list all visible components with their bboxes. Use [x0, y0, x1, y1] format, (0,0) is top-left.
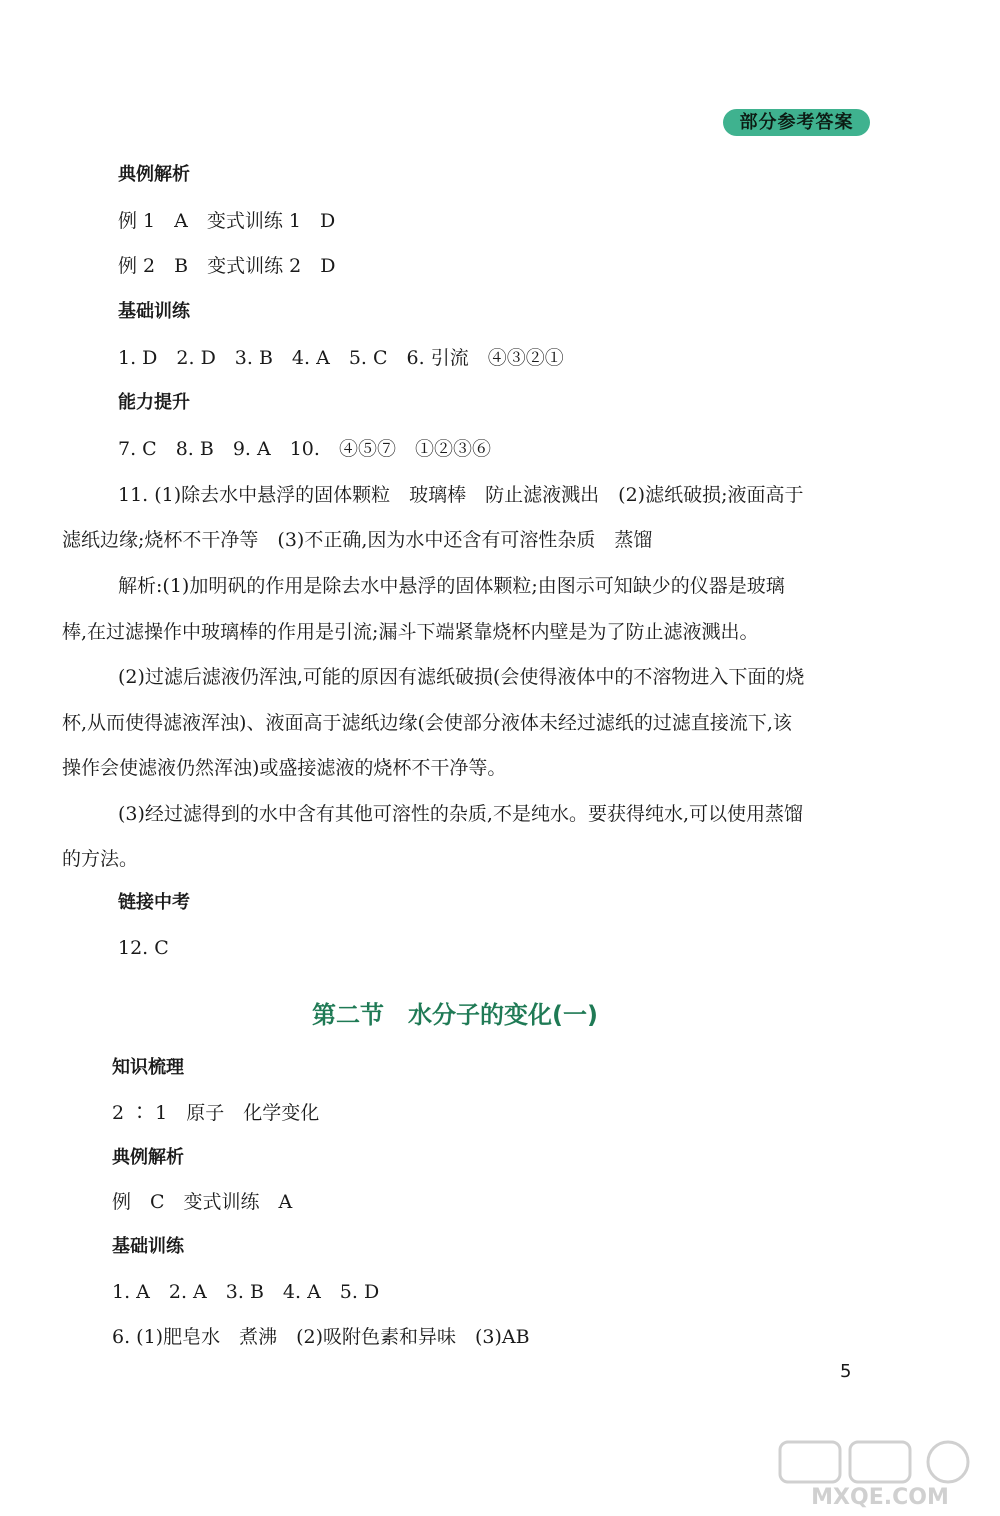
answer-line: 例 C 变式训练 A	[112, 1191, 293, 1213]
heading-lianjie-zhongkao: 链接中考	[118, 892, 190, 913]
answer-line: 2 ∶ 1 原子 化学变化	[112, 1102, 320, 1124]
answer-line: 6. (1)肥皂水 煮沸 (2)吸附色素和异味 (3)AB	[112, 1326, 530, 1348]
answer-line: 12. C	[118, 937, 169, 959]
answer-line: 1. D 2. D 3. B 4. A 5. C 6. 引流 ④③②①	[118, 347, 564, 369]
heading-dianli-jiexi: 典例解析	[118, 164, 190, 185]
answer-line: 例 1 A 变式训练 1 D	[118, 210, 336, 232]
explanation-line: 操作会使滤液仍然浑浊)或盛接滤液的烧杯不干净等。	[62, 757, 507, 779]
section-badge: 部分参考答案	[723, 109, 870, 136]
heading-dianli-jiexi-2: 典例解析	[112, 1147, 184, 1168]
heading-zhishi-shuli: 知识梳理	[112, 1057, 184, 1078]
watermark-logo	[770, 1440, 990, 1510]
page-number: 5	[840, 1361, 852, 1382]
heading-jichu-xunlian-2: 基础训练	[112, 1236, 184, 1257]
explanation-line: 棒,在过滤操作中玻璃棒的作用是引流;漏斗下端紧靠烧杯内壁是为了防止滤液溅出。	[62, 621, 759, 643]
heading-jichu-xunlian: 基础训练	[118, 301, 190, 322]
explanation-line: 解析:(1)加明矾的作用是除去水中悬浮的固体颗粒;由图示可知缺少的仪器是玻璃	[118, 575, 785, 597]
section-title: 第二节 水分子的变化(一)	[312, 1001, 598, 1029]
explanation-line: 的方法。	[62, 848, 139, 870]
answer-line: 例 2 B 变式训练 2 D	[118, 255, 336, 277]
watermark-text: MXQE.COM	[811, 1485, 949, 1510]
answer-line: 滤纸边缘;烧杯不干净等 (3)不正确,因为水中还含有可溶性杂质 蒸馏	[62, 529, 653, 551]
explanation-line: (3)经过滤得到的水中含有其他可溶性的杂质,不是纯水。要获得纯水,可以使用蒸馏	[118, 803, 803, 825]
explanation-line: 杯,从而使得滤液浑浊)、液面高于滤纸边缘(会使部分液体未经过滤纸的过滤直接流下,该	[62, 712, 792, 734]
explanation-line: (2)过滤后滤液仍浑浊,可能的原因有滤纸破损(会使得液体中的不溶物进入下面的烧	[118, 666, 805, 688]
answer-line: 11. (1)除去水中悬浮的固体颗粒 玻璃棒 防止滤液溅出 (2)滤纸破损;液面高于	[118, 484, 804, 506]
answer-line: 7. C 8. B 9. A 10. ④⑤⑦ ①②③⑥	[118, 438, 491, 460]
answer-line: 1. A 2. A 3. B 4. A 5. D	[112, 1281, 380, 1303]
heading-nengli-tisheng: 能力提升	[118, 392, 190, 413]
